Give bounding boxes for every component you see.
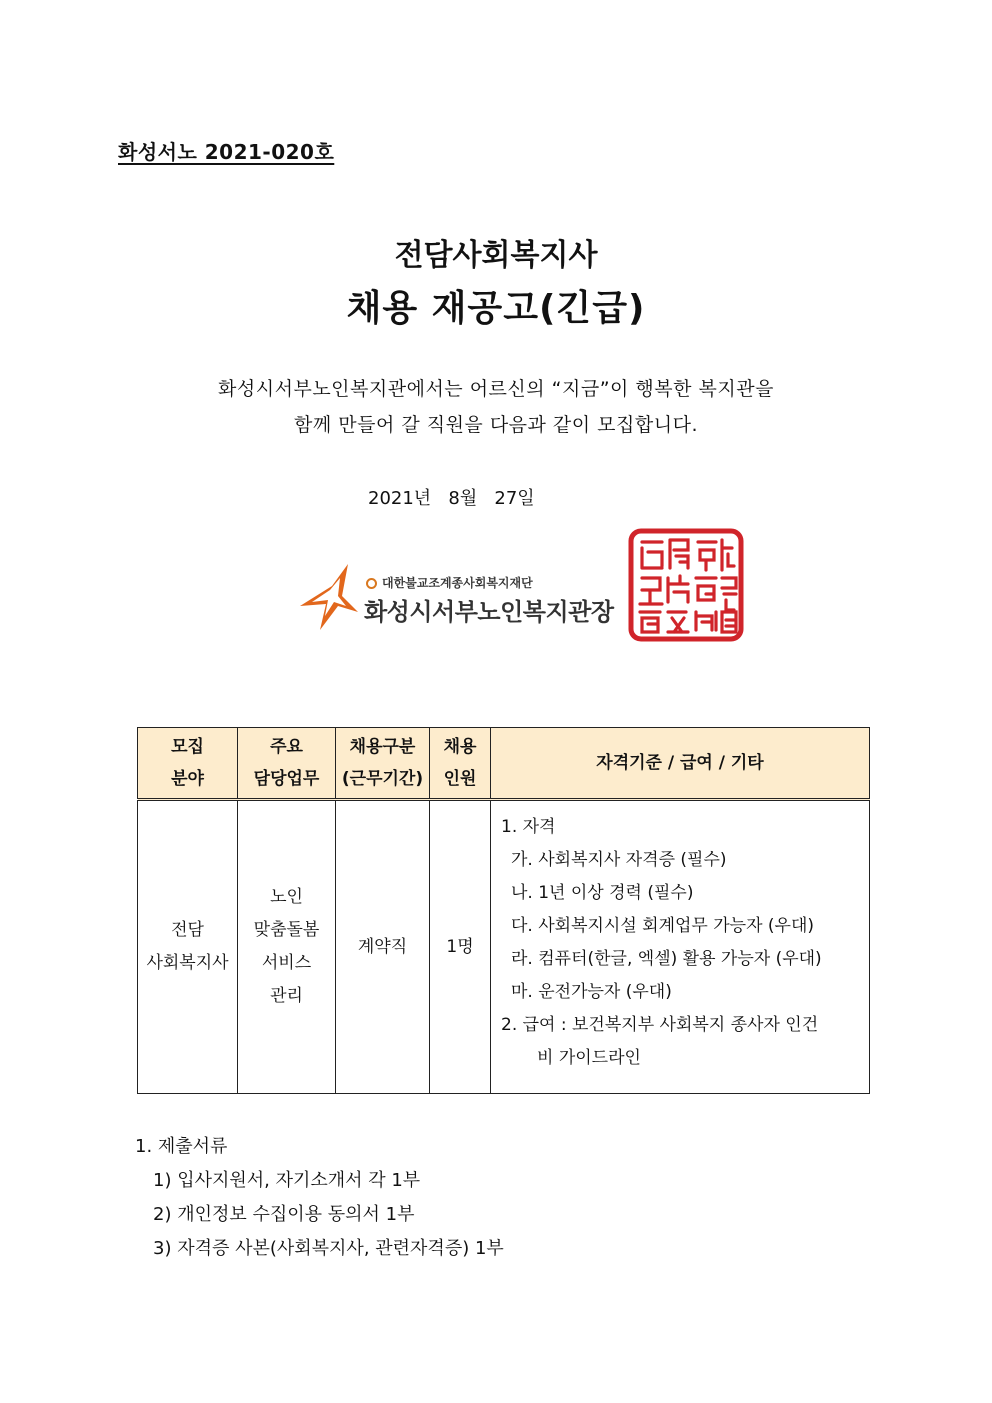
criteria-item: 다. 사회복지시설 회계업무 가능자 (우대) [511, 916, 815, 936]
criteria-item: 라. 컴퓨터(한글, 엑셀) 활용 가능자 (우대) [511, 949, 822, 969]
document-item: 2) 개인정보 수집이용 동의서 1부 [153, 1204, 415, 1225]
dharma-wheel-icon [366, 578, 377, 589]
documents-heading: 1. 제출서류 [135, 1136, 228, 1157]
criteria-section-2-cont: 비 가이드라인 [537, 1048, 641, 1068]
foundation-name: 대한불교조계종사회복지재단 [366, 574, 533, 591]
criteria-item: 마. 운전가능자 (우대) [511, 982, 672, 1002]
cell-count: 1명 [430, 800, 491, 1094]
cell-duty: 노인 맞춤돌봄 서비스 관리 [238, 800, 336, 1094]
official-seal [628, 528, 744, 642]
criteria-section-1: 1. 자격 [501, 817, 556, 837]
criteria-item: 가. 사회복지사 자격증 (필수) [511, 850, 727, 870]
table-row [138, 800, 870, 1094]
header-criteria: 자격기준 / 급여 / 기타 [491, 728, 870, 800]
document-item: 3) 자격증 사본(사회복지사, 관련자격증) 1부 [153, 1238, 504, 1259]
document-number: 화성서노 2021-020호 [118, 140, 335, 164]
recruitment-table [137, 727, 870, 1094]
cell-type: 계약직 [336, 800, 430, 1094]
header-field: 모집 분야 [138, 728, 238, 800]
notice-date: 2021년 8월 27일 [368, 488, 535, 509]
cell-field: 전담 사회복지사 [138, 800, 238, 1094]
criteria-section-2: 2. 급여 : 보건복지부 사회복지 종사자 인건 [501, 1015, 819, 1035]
star-logo-icon [296, 560, 362, 632]
header-duty: 주요 담당업무 [238, 728, 336, 800]
title-line-1: 전담사회복지사 [394, 238, 598, 273]
required-documents [135, 1130, 504, 1266]
header-count: 채용 인원 [430, 728, 491, 800]
director-title: 화성시서부노인복지관장 [364, 598, 614, 626]
table-header-row [138, 728, 870, 800]
institution-logo [296, 560, 626, 632]
criteria-item: 나. 1년 이상 경력 (필수) [511, 883, 694, 903]
title-line-2: 채용 재공고(긴급) [346, 288, 646, 329]
intro-line-1: 화성시서부노인복지관에서는 어르신의 “지금”이 행복한 복지관을 [218, 378, 774, 400]
intro-line-2: 함께 만들어 갈 직원을 다음과 같이 모집합니다. [293, 414, 698, 436]
document-item: 1) 입사지원서, 자기소개서 각 1부 [153, 1170, 421, 1191]
header-type: 채용구분 (근무기간) [336, 728, 430, 800]
cell-criteria [491, 800, 870, 1094]
